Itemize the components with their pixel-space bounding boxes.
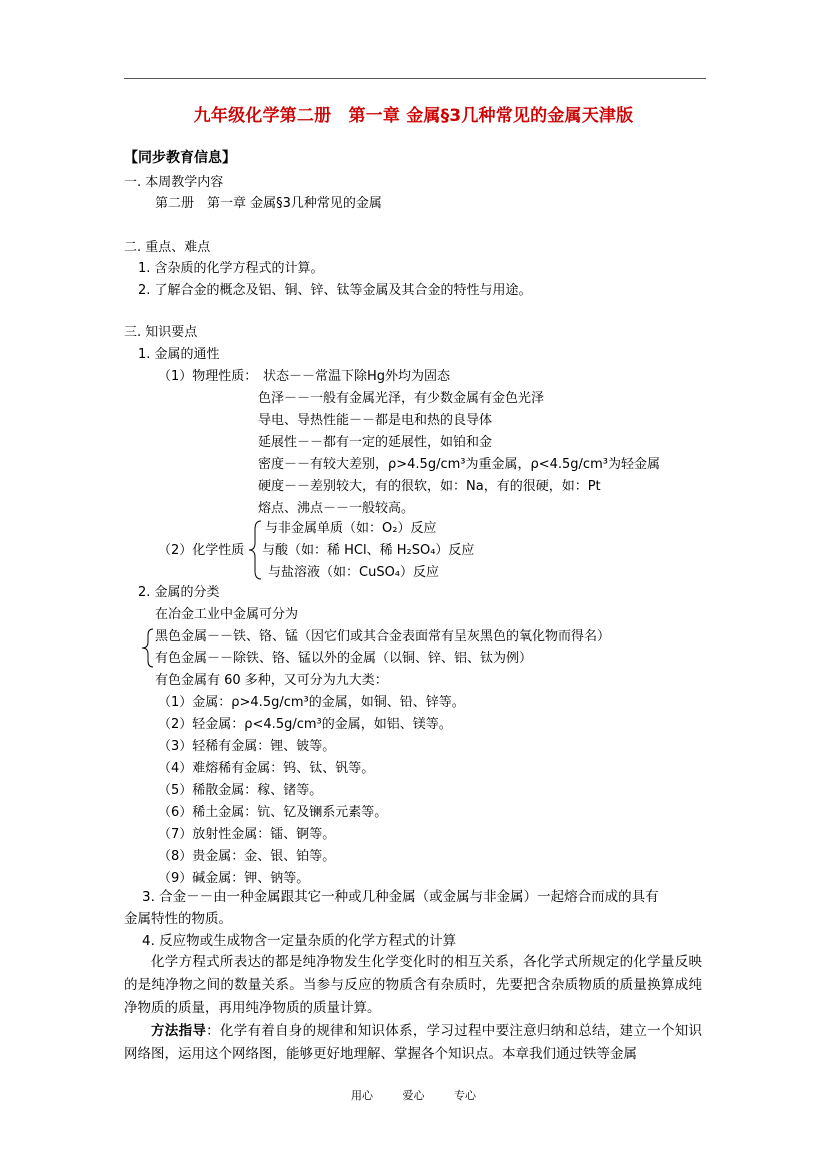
chemical-item: 与酸（如：稀 HCl、稀 H₂SO₄）反应 xyxy=(262,543,475,558)
p2-item: （2）轻金属：ρ<4.5g/cm³的金属，如铝、镁等。 xyxy=(158,717,452,732)
header-rule xyxy=(124,78,706,79)
s2-heading: 二. 重点、难点 xyxy=(124,240,211,255)
p2-nine: 有色金属有 60 多种，又可分为九大类： xyxy=(155,673,388,688)
s3-heading: 三. 知识要点 xyxy=(124,325,198,340)
p2-item: （3）轻稀有金属：锂、铍等。 xyxy=(158,739,336,754)
footer-item: 爱心 xyxy=(402,1089,425,1102)
p2-heading: 2. 金属的分类 xyxy=(138,585,220,600)
physical-item: 导电、导热性能－－都是电和热的良导体 xyxy=(258,413,493,428)
p2-item: （1）金属：ρ>4.5g/cm³的金属，如铜、铅、锌等。 xyxy=(158,695,465,710)
p4-heading: 4. 反应物或生成物含一定量杂质的化学方程式的计算 xyxy=(142,933,457,949)
section-banner: 【同步教育信息】 xyxy=(124,150,236,166)
s2-item-2: 2. 了解合金的概念及铝、铜、锌、钛等金属及其合金的特性与用途。 xyxy=(138,283,532,298)
physical-item: 硬度－－差别较大，有的很软，如：Na，有的很硬，如：Pt xyxy=(258,479,601,494)
p2-color: 有色金属－－除铁、铬、锰以外的金属（以铜、锌、铝、钛为例） xyxy=(155,651,533,666)
footer-item: 专心 xyxy=(454,1089,476,1102)
p1-heading: 1. 金属的通性 xyxy=(138,347,220,362)
p2-intro: 在冶金工业中金属可分为 xyxy=(155,607,299,622)
p2-item: （6）稀土金属：钪、钇及镧系元素等。 xyxy=(158,805,388,820)
document-title: 九年级化学第二册 第一章 金属§3几种常见的金属天津版 xyxy=(193,106,634,126)
s1-content: 第二册 第一章 金属§3几种常见的金属 xyxy=(155,196,382,211)
p2-black: 黑色金属－－铁、铬、锰（因它们或其合金表面常有呈灰黑色的氧化物而得名） xyxy=(155,629,611,644)
physical-item: 密度－－有较大差别，ρ>4.5g/cm³为重金属，ρ<4.5g/cm³为轻金属 xyxy=(258,457,660,472)
p3-line2: 金属特性的物质。 xyxy=(124,911,232,927)
p4-paragraph: 化学方程式所表达的都是纯净物发生化学变化时的相互关系，各化学式所规定的化学量反映的是纯净物之间的数量关系。当参与反应的物质含有杂质时，先要把含杂质物质的质量换算成纯净物质的质量，再用纯净物质的质量计算。 xyxy=(124,954,702,1016)
p2-item: （7）放射性金属：镭、锕等。 xyxy=(158,827,336,842)
page-footer xyxy=(0,1087,827,1103)
physical-item: 色泽－－一般有金属光泽，有少数金属有金色光泽 xyxy=(258,391,545,406)
chemical-item: 与盐溶液（如：CuSO₄）反应 xyxy=(268,565,440,580)
s1-heading: 一. 本周教学内容 xyxy=(124,175,224,190)
footer-item: 用心 xyxy=(351,1089,373,1102)
p2-item: （5）稀散金属：稼、锗等。 xyxy=(158,783,323,798)
chemical-item: 与非金属单质（如：O₂）反应 xyxy=(265,521,437,536)
method-paragraph xyxy=(124,1020,702,1066)
s2-item-1: 1. 含杂质的化学方程式的计算。 xyxy=(138,261,324,276)
p3-line1: 3. 合金－－由一种金属跟其它一种或几种金属（或金属与非金属）一起熔合而成的具有 xyxy=(142,889,659,905)
classification-brace xyxy=(139,627,155,669)
method-text: ：化学有着自身的规律和知识体系，学习过程中要注意归纳和总结，建立一个知识网络图，运用这个网络图，能够更好地理解、掌握各个知识点。本章我们通过铁等金属 xyxy=(124,1023,703,1062)
physical-item: 状态－－常温下除Hg外均为固态 xyxy=(263,369,451,384)
p2-item: （9）碱金属：钾、钠等。 xyxy=(158,871,310,886)
physical-item: 熔点、沸点－－一般较高。 xyxy=(258,501,415,516)
p2-item: （8）贵金属：金、银、铂等。 xyxy=(158,849,336,864)
physical-label: （1）物理性质： xyxy=(158,369,258,384)
method-label: 方法指导 xyxy=(151,1023,207,1039)
chemical-label: （2）化学性质 xyxy=(158,543,245,558)
p2-item: （4）难熔稀有金属：钨、钛、钒等。 xyxy=(158,761,375,776)
physical-item: 延展性－－都有一定的延展性，如铂和金 xyxy=(258,435,493,450)
